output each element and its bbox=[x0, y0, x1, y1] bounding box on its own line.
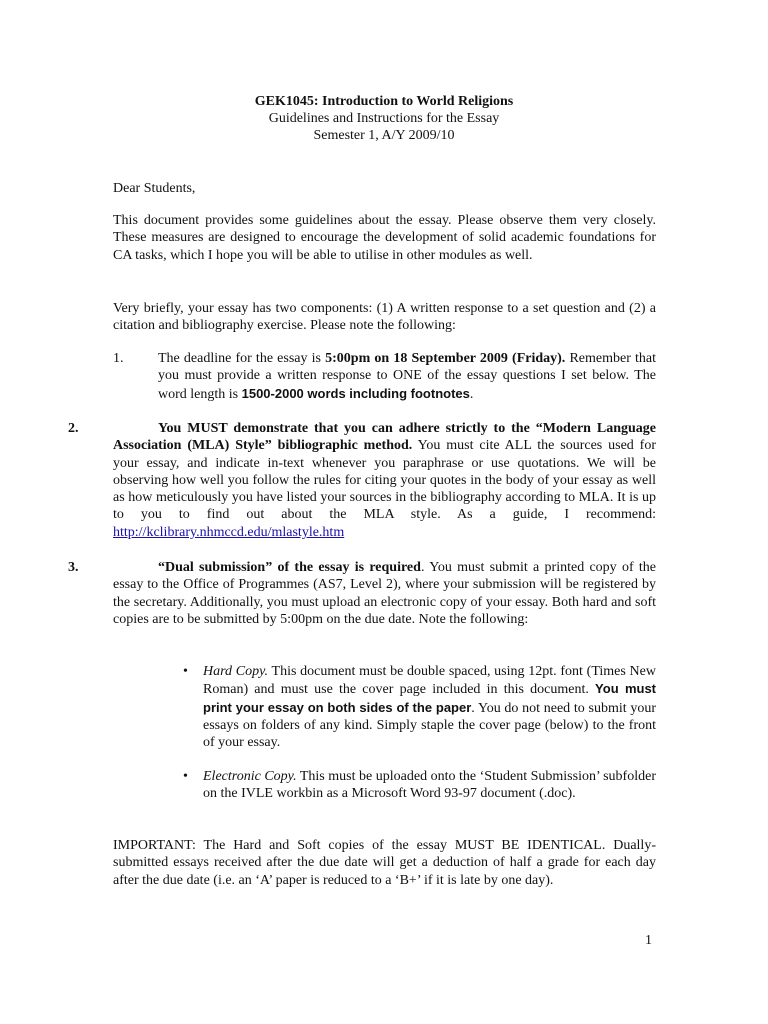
bullet-text: Electronic Copy. This must be uploaded onto the ‘Student Submission’ subfolder on the IVLE workbin as a Microsoft Word 93-97 document (.doc). bbox=[203, 769, 656, 802]
bullet-label: Hard Copy. bbox=[203, 664, 269, 679]
bullet-icon: • bbox=[183, 664, 188, 679]
deadline-text: 5:00pm on 18 September 2009 (Friday). bbox=[325, 351, 566, 366]
bullet-electronic-copy bbox=[183, 768, 656, 803]
list-item-number: 1. bbox=[113, 351, 124, 366]
list-item-number: 2. bbox=[68, 421, 79, 436]
document-subtitle: Guidelines and Instructions for the Essay bbox=[268, 111, 500, 126]
greeting: Dear Students, bbox=[113, 181, 196, 196]
double-sided-note: You must print your essay on both sides of the paper bbox=[203, 681, 657, 715]
bullet-icon: • bbox=[183, 769, 188, 784]
bullet-hard-copy bbox=[183, 663, 656, 751]
semester-line: Semester 1, A/Y 2009/10 bbox=[313, 128, 455, 143]
word-length: 1500-2000 words including footnotes bbox=[241, 385, 470, 401]
document-title: GEK1045: Introduction to World Religions bbox=[254, 94, 514, 109]
mla-style-link[interactable]: http://kclibrary.nhmccd.edu/mlastyle.htm bbox=[113, 524, 345, 540]
bullet-label: Electronic Copy. bbox=[203, 769, 297, 784]
list-item-2 bbox=[68, 420, 656, 541]
list-item-number: 3. bbox=[68, 560, 79, 575]
page-number: 1 bbox=[645, 933, 652, 948]
mla-requirement: You MUST demonstrate that you can adhere strictly to the “Modern Language Association (MLA) Style” bibliographic method. bbox=[113, 421, 656, 454]
brief-paragraph: Very briefly, your essay has two components: (1) A written response to a set question and (2) a citation and bibliography exercise. Please note the following: bbox=[113, 301, 656, 334]
intro-paragraph: This document provides some guidelines about the essay. Please observe them very closely. These measures are designed to encourage the development of solid academic foundations for CA tasks, which I hope you will be able to utilise in other modules as well. bbox=[113, 213, 656, 263]
list-item-text: You MUST demonstrate that you can adhere strictly to the “Modern Language Association (MLA) Style” bibliographic method. You must cite ALL the sources used for your essay, and indicate in-text whenever you paraphrase or use quotations. We will be observing how well you follow the rules for citing your quotes in the body of your essay as well as how meticulously you have listed your sources in the bibliography according to MLA. It is up to you to find out about the MLA style. As a guide, I recommend: http://kclibrary.nhmccd.edu/mlastyle.htm bbox=[113, 421, 656, 540]
document-header bbox=[0, 93, 768, 144]
list-item-text: The deadline for the essay is 5:00pm on 18 September 2009 (Friday). Remember that you must provide a written response to ONE of the essay questions I set below. The word length is 1500-2000 words including footnotes. bbox=[158, 351, 657, 402]
important-paragraph: IMPORTANT: The Hard and Soft copies of the essay MUST BE IDENTICAL. Dually-submitted essays received after the due date will get a deduction of half a grade for each day after the due date (i.e. an ‘A’ paper is reduced to a ‘B+’ if it is late by one day). bbox=[113, 838, 656, 888]
list-item-3 bbox=[68, 559, 656, 628]
list-item-text: “Dual submission” of the essay is required. You must submit a printed copy of the essay to the Office of Programmes (AS7, Level 2), where your submission will be registered by the secretary. Additionally, you must upload an electronic copy of your essay. Both hard and soft copies are to be submitted by 5:00pm on the due date. Note the following: bbox=[113, 560, 656, 627]
dual-submission-heading: “Dual submission” of the essay is required bbox=[158, 560, 421, 575]
bullet-text: Hard Copy. This document must be double spaced, using 12pt. font (Times New Roman) and must use the cover page included in this document. You must print your essay on both sides of the paper. You do not need to submit your essays on folders of any kind. Simply staple the cover page (below) to the front of your essay. bbox=[203, 664, 657, 751]
